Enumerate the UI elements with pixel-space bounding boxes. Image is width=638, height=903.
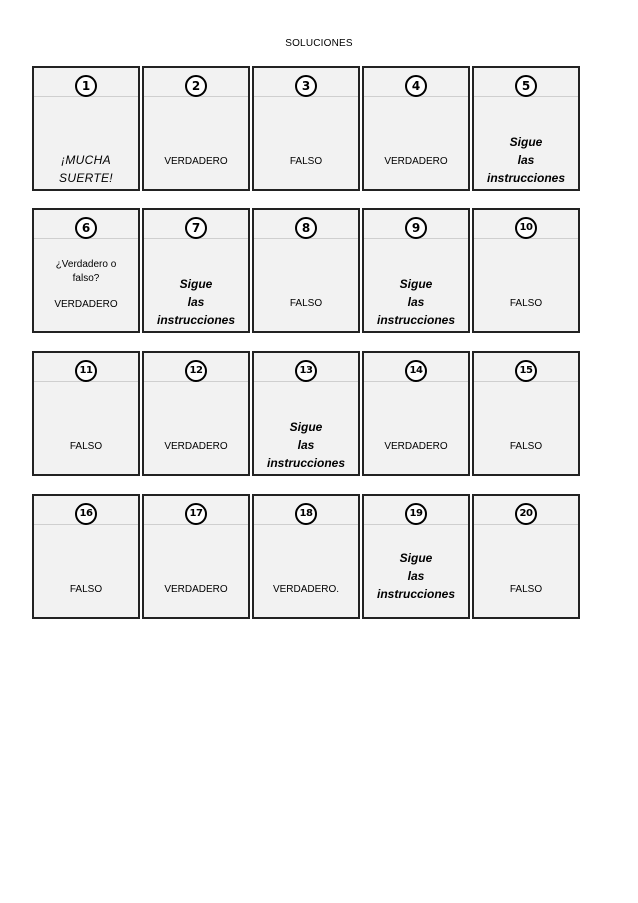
card-10 [472, 208, 580, 333]
card-16 [32, 494, 140, 619]
card-answer-line: FALSO [69, 584, 103, 595]
card-5 [472, 66, 580, 191]
card-answer-line: instrucciones [376, 313, 456, 327]
card-14 [362, 351, 470, 476]
card-answer [368, 156, 464, 167]
card-answer-line: VERDADERO [164, 441, 228, 452]
card-answer-line: SUERTE! [59, 171, 113, 185]
card-answer-line: las [517, 153, 535, 167]
card-3 [252, 66, 360, 191]
card-number-badge: 4 [405, 75, 427, 97]
card-4 [362, 66, 470, 191]
card-number-badge: 19 [405, 503, 427, 525]
card-number-badge: 3 [295, 75, 317, 97]
card-number-badge: 10 [515, 217, 537, 239]
card-answer-line: Sigue [509, 135, 543, 149]
card-19 [362, 494, 470, 619]
card-answer-line: VERDADERO [384, 441, 448, 452]
card-number-badge: 1 [75, 75, 97, 97]
card-17 [142, 494, 250, 619]
card-answer [478, 441, 574, 452]
card-6 [32, 208, 140, 333]
card-answer [368, 275, 464, 329]
card-answer [258, 584, 354, 595]
card-9 [362, 208, 470, 333]
card-answer [368, 441, 464, 452]
card-answer-line: FALSO [509, 584, 543, 595]
card-answer [148, 156, 244, 167]
card-answer-line: instrucciones [376, 587, 456, 601]
card-number-badge: 18 [295, 503, 317, 525]
card-number-badge: 7 [185, 217, 207, 239]
card-answer-line: Sigue [399, 277, 433, 291]
card-answer-line: VERDADERO [384, 156, 448, 167]
card-answer [148, 441, 244, 452]
card-11 [32, 351, 140, 476]
card-answer [38, 258, 134, 312]
card-answer [478, 133, 574, 187]
card-answer-line: FALSO [289, 156, 323, 167]
card-number-badge: 8 [295, 217, 317, 239]
card-number-badge: 11 [75, 360, 97, 382]
card-number-badge: 12 [185, 360, 207, 382]
card-answer-line: Sigue [289, 420, 323, 434]
card-answer-line: ¿Verdadero o [55, 259, 117, 270]
card-number-badge: 14 [405, 360, 427, 382]
card-answer [38, 584, 134, 595]
card-answer [368, 549, 464, 603]
card-2 [142, 66, 250, 191]
card-answer [148, 275, 244, 329]
card-answer-line: FALSO [289, 298, 323, 309]
card-answer-line: FALSO [509, 441, 543, 452]
card-answer [258, 298, 354, 309]
card-number-badge: 2 [185, 75, 207, 97]
card-answer [38, 441, 134, 452]
card-answer [258, 156, 354, 167]
card-1 [32, 66, 140, 191]
card-answer-line: las [297, 438, 315, 452]
card-answer-line: FALSO [69, 441, 103, 452]
card-answer-line: VERDADERO [164, 584, 228, 595]
card-answer [38, 151, 134, 187]
card-answer [148, 584, 244, 595]
card-number-badge: 13 [295, 360, 317, 382]
card-20 [472, 494, 580, 619]
card-answer-line: las [187, 295, 205, 309]
card-answer-line: las [407, 295, 425, 309]
card-answer-line [38, 286, 134, 298]
card-answer-line: VERDADERO [54, 299, 118, 310]
card-number-badge: 15 [515, 360, 537, 382]
card-answer-line: instrucciones [156, 313, 236, 327]
card-answer [478, 584, 574, 595]
card-number-badge: 17 [185, 503, 207, 525]
card-answer-line: VERDADERO [164, 156, 228, 167]
card-18 [252, 494, 360, 619]
card-number-badge: 16 [75, 503, 97, 525]
card-15 [472, 351, 580, 476]
page-title: SOLUCIONES [285, 38, 353, 49]
card-8 [252, 208, 360, 333]
card-answer-line: FALSO [509, 298, 543, 309]
card-answer [258, 418, 354, 472]
card-answer-line: instrucciones [486, 171, 566, 185]
card-number-badge: 5 [515, 75, 537, 97]
card-answer-line: VERDADERO. [272, 584, 340, 595]
card-answer [478, 298, 574, 309]
card-answer-line: las [407, 569, 425, 583]
card-13 [252, 351, 360, 476]
card-7 [142, 208, 250, 333]
card-12 [142, 351, 250, 476]
card-number-badge: 6 [75, 217, 97, 239]
card-number-badge: 20 [515, 503, 537, 525]
card-answer-line: Sigue [399, 551, 433, 565]
card-answer-line: falso? [72, 273, 100, 284]
card-answer-line: instrucciones [266, 456, 346, 470]
card-number-badge: 9 [405, 217, 427, 239]
card-answer-line: ¡MUCHA [61, 153, 111, 167]
card-answer-line: Sigue [179, 277, 213, 291]
